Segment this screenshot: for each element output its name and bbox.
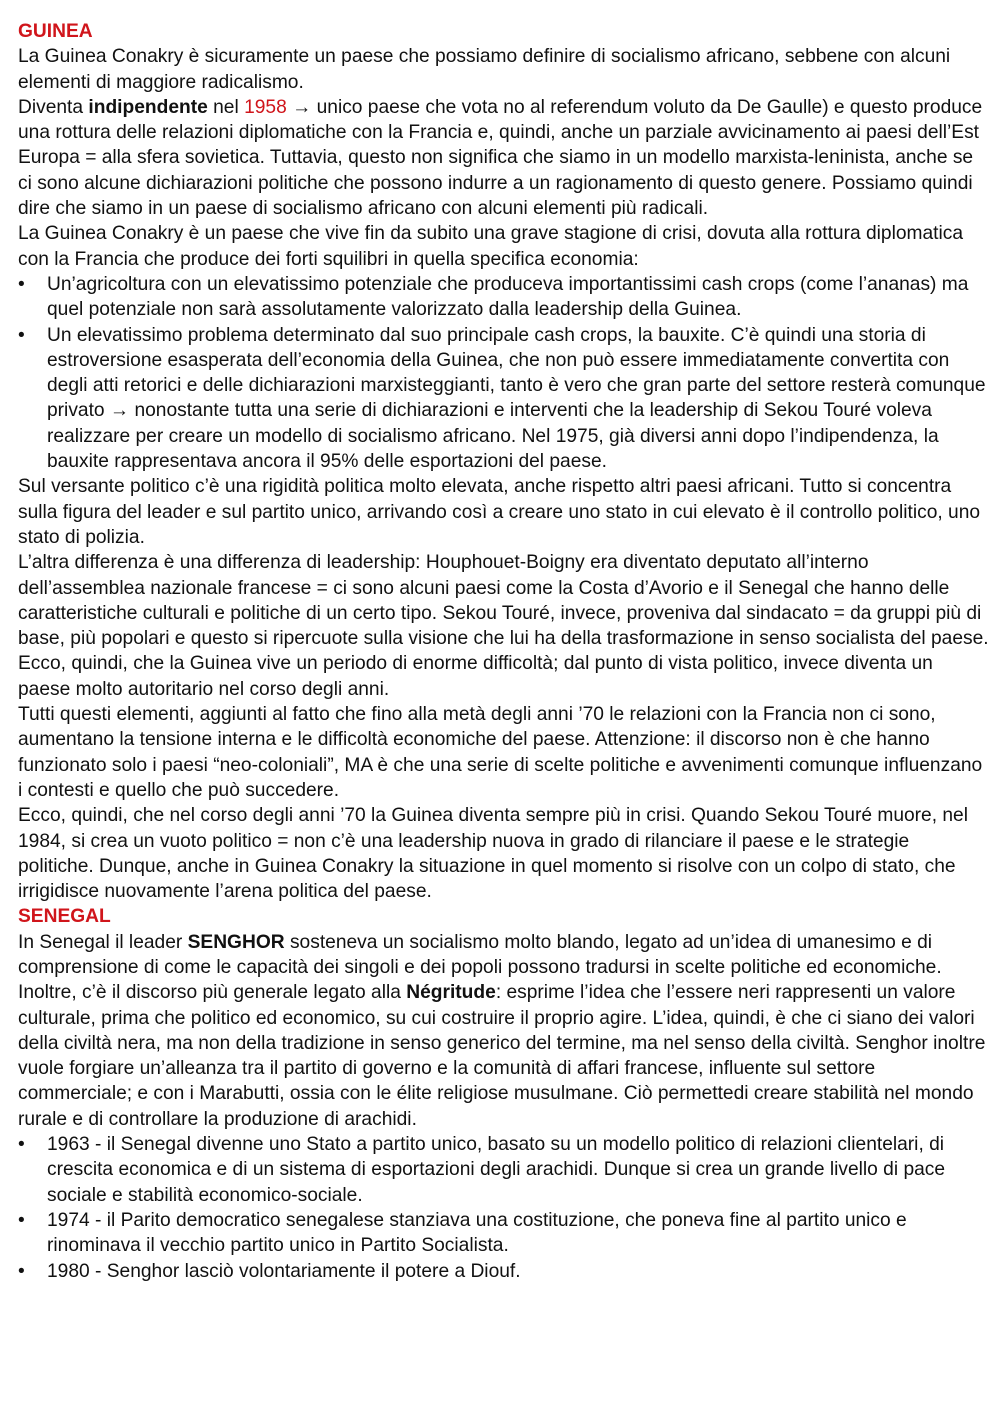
highlight-year: 1958: [244, 96, 287, 118]
list-item-text: 1974 - il Parito democratico senegalese stanziava una costituzione, che poneva fine al partito unico e rinominava il vecchio partito unico in Partito Socialista.: [47, 1209, 907, 1257]
bullet-icon: •: [18, 1134, 25, 1156]
senegal-bullet-list: [18, 1132, 990, 1284]
list-item-text: Un elevatissimo problema determinato dal suo principale cash crops, la bauxite. C’è quindi una storia di estroversione esasperata dell’economia della Guinea, che non può essere immediatamente convertita con degli atti retorici e delle dichiarazioni marxisteggianti, tanto è vero che gran parte del settore resterà comunque privato → nonostante tutta una serie di dichiarazioni e interventi che la leadership di Sekou Touré voleva realizzare per creare un modello di socialismo africano. Nel 1975, già diversi anni dopo l’indipendenza, la bauxite rappresentava ancora il 95% delle esportazioni del paese.: [47, 324, 986, 473]
guinea-paragraph-6: Tutti questi elementi, aggiunti al fatto che fino alla metà degli anni ’70 le relazioni con la Francia non ci sono, aumentano la tensione interna e le difficoltà economiche del paese. Attenzione: il discorso non è che hanno funzionato solo i paesi “neo-coloniali”, MA è che una serie di scelte politiche e avvenimenti comunque influenzano i contesti e quello che può succedere.: [18, 704, 983, 801]
list-item-text: 1963 - il Senegal divenne uno Stato a partito unico, basato su un modello politico di relazioni clientelari, di crescita economica e di un sistema di esportazioni degli arachidi. Dunque si crea un grande livello di pace sociale e stabilità economico-sociale.: [47, 1134, 946, 1206]
guinea-paragraph-4: Sul versante politico c’è una rigidità politica molto elevata, anche rispetto altri paesi africani. Tutto si concentra sulla figura del leader e sul partito unico, arrivando così a creare uno stato in cui elevato è il controllo politico, uno stato di polizia.: [18, 476, 981, 548]
section-heading-senegal: SENEGAL: [18, 906, 111, 928]
bold-term: indipendente: [88, 96, 208, 118]
bullet-icon: •: [18, 1260, 25, 1282]
guinea-paragraph-3: La Guinea Conakry è un paese che vive fin da subito una grave stagione di crisi, dovuta alla rottura diplomatica con la Francia che produce dei forti squilibri in quella specifica economia:: [18, 223, 964, 270]
list-item: [18, 323, 990, 475]
list-item-text: Un’agricoltura con un elevatissimo potenziale che produceva importantissimi cash crops (come l’ananas) ma quel potenziale non sarà assolutamente valorizzato dalla leadership della Guinea.: [47, 273, 969, 321]
text-run: → unico paese che vota no al referendum voluto da De Gaulle) e questo produce una rottura delle relazioni diplomatiche con la Francia e, quindi, anche un parziale avvicinamento ai paesi dell’Est Europa = alla sfera sovietica. Tuttavia, questo non significa che siamo in un modello marxista-leninista, anche se ci sono alcune dichiarazioni politiche che possono indurre a un ragionamento di questo genere. Possiamo quindi dire che siamo in un paese di socialismo africano con alcuni elementi più radicali.: [18, 96, 983, 220]
bold-term: Négritude: [406, 982, 496, 1004]
list-item: [18, 1208, 990, 1259]
list-item-text: 1980 - Senghor lasciò volontariamente il potere a Diouf.: [47, 1260, 521, 1282]
guinea-bullet-list: [18, 272, 990, 474]
guinea-paragraph-2: [18, 95, 990, 221]
bullet-icon: •: [18, 1209, 25, 1231]
text-run: sosteneva un socialismo molto blando, legato ad un’idea di umanesimo e di comprensione di come le capacità dei singoli e dei popoli possono tradursi in scelte politiche ed economiche. Inoltre, c’è il discorso più generale legato alla: [18, 931, 942, 1004]
bold-term: SENGHOR: [187, 931, 285, 953]
text-run: In Senegal il leader: [18, 931, 188, 953]
senegal-paragraph-1: [18, 930, 990, 1132]
text-run: nel: [207, 96, 245, 118]
list-item: [18, 1259, 990, 1284]
guinea-paragraph-1: La Guinea Conakry è sicuramente un paese che possiamo definire di socialismo africano, sebbene con alcuni elementi di maggiore radicalismo.: [18, 46, 951, 93]
bullet-icon: •: [18, 324, 25, 346]
document-page: [18, 19, 990, 1284]
text-run: Diventa: [18, 96, 89, 118]
bullet-icon: •: [18, 273, 25, 295]
section-heading-guinea: GUINEA: [18, 21, 93, 42]
guinea-paragraph-7: Ecco, quindi, che nel corso degli anni ’70 la Guinea diventa sempre più in crisi. Quando Sekou Touré muore, nel 1984, si crea un vuoto politico = non c’è una leadership nuova in grado di rilanciare il paese e le strategie politiche. Dunque, anche in Guinea Conakry la situazione in quel momento si risolve con un colpo di stato, che irrigidisce nuovamente l’arena politica del paese.: [18, 805, 968, 903]
list-item: [18, 272, 990, 323]
list-item: [18, 1132, 990, 1208]
text-run: : esprime l’idea che l’essere neri rappresenti un valore culturale, prima che politico ed economico, su cui costruire il proprio agire. L’idea, quindi, è che ci siano dei valori della civiltà nera, ma non della tradizione in senso generico del termine, ma nel senso della civiltà. Senghor inoltre vuole forgiare un’alleanza tra il partito di governo e la comunità di affari francese, influente sul settore commerciale; e con i Marabutti, ossia con le élite religiose musulmane. Ciò permettedi creare stabilità nel mondo rurale e di controllare la produzione di arachidi.: [18, 982, 986, 1130]
guinea-paragraph-5: L’altra differenza è una differenza di leadership: Houphouet-Boigny era diventato deputato all’interno dell’assemblea nazionale francese = ci sono alcuni paesi come la Costa d’Avorio e il Senegal che hanno delle caratteristiche culturali e politiche di un certo tipo. Sekou Touré, invece, proveniva dal sindacato = da gruppi più di base, più popolari e questo si ripercuote sulla visione che lui ha della trasformazione in senso socialista del paese. Ecco, quindi, che la Guinea vive un periodo di enorme difficoltà; dal punto di vista politico, invece diventa un paese molto autoritario nel corso degli anni.: [18, 552, 989, 700]
